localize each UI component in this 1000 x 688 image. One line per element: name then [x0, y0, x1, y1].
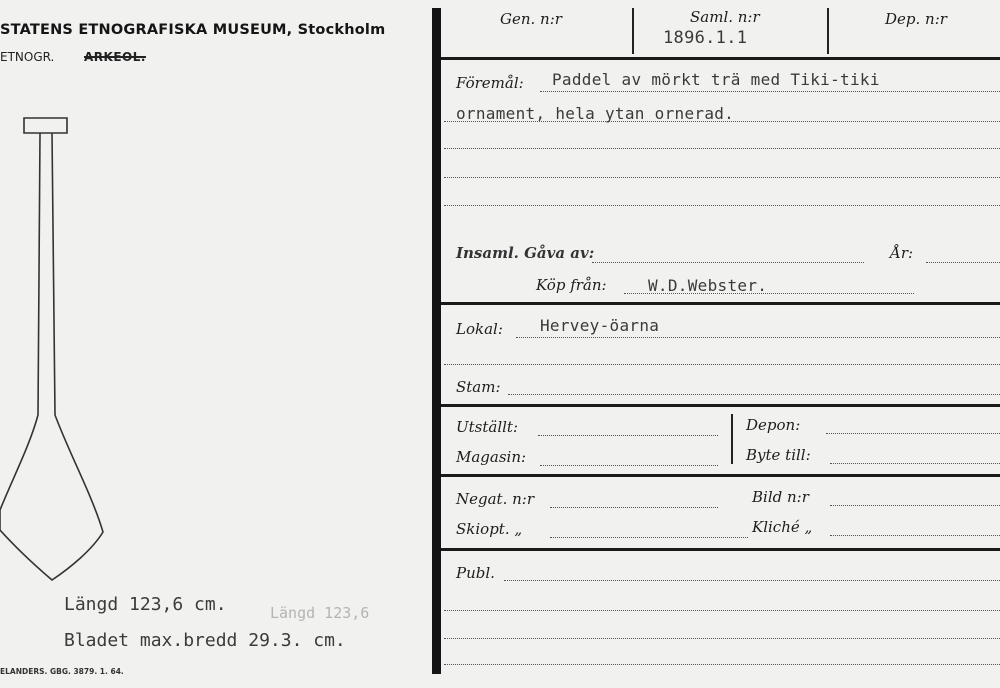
insaml-label: Insaml. Gåva av: — [456, 244, 595, 262]
foremal-label: Föremål: — [456, 74, 524, 92]
publ-label: Publ. — [456, 564, 495, 582]
skiopt-label: Skiopt. „ — [456, 520, 523, 538]
foremal-value-line1: Paddel av mörkt trä med Tiki-tiki — [552, 70, 880, 89]
card-divider — [432, 8, 441, 674]
gen-nr-label: Gen. n:r — [500, 10, 562, 28]
lokal-label: Lokal: — [456, 320, 503, 338]
length-faint-note: Längd 123,6 — [270, 604, 370, 622]
length-note: Längd 123,6 cm. — [64, 594, 227, 615]
saml-nr-value: 1896.1.1 — [663, 28, 748, 48]
byte-till-label: Byte till: — [746, 446, 811, 464]
utstallt-label: Utställt: — [456, 418, 519, 436]
museum-header: STATENS ETNOGRAFISKA MUSEUM, Stockholm — [0, 22, 386, 38]
lokal-value: Hervey-öarna — [540, 316, 660, 335]
ar-label: År: — [890, 244, 914, 262]
kop-fran-value: W.D.Webster. — [648, 276, 768, 295]
dept-arkeol: ARKEOL. — [84, 50, 146, 64]
dep-nr-label: Dep. n:r — [885, 10, 947, 28]
kop-fran-label: Köp från: — [536, 276, 607, 294]
depon-label: Depon: — [746, 416, 801, 434]
dept-etnogr: ETNOGR. — [0, 50, 55, 64]
foremal-value-line2: ornament, hela ytan ornerad. — [456, 104, 735, 123]
bild-nr-label: Bild n:r — [752, 488, 809, 506]
printer-imprint: ELANDERS. GBG. 3879. 1. 64. — [0, 667, 124, 676]
negat-nr-label: Negat. n:r — [456, 490, 534, 508]
saml-nr-label: Saml. n:r — [690, 8, 760, 26]
blade-width-note: Bladet max.bredd 29.3. cm. — [64, 630, 346, 651]
stam-label: Stam: — [456, 378, 501, 396]
kliche-label: Kliché „ — [752, 518, 813, 536]
paddle-drawing — [0, 110, 120, 590]
magasin-label: Magasin: — [456, 448, 527, 466]
